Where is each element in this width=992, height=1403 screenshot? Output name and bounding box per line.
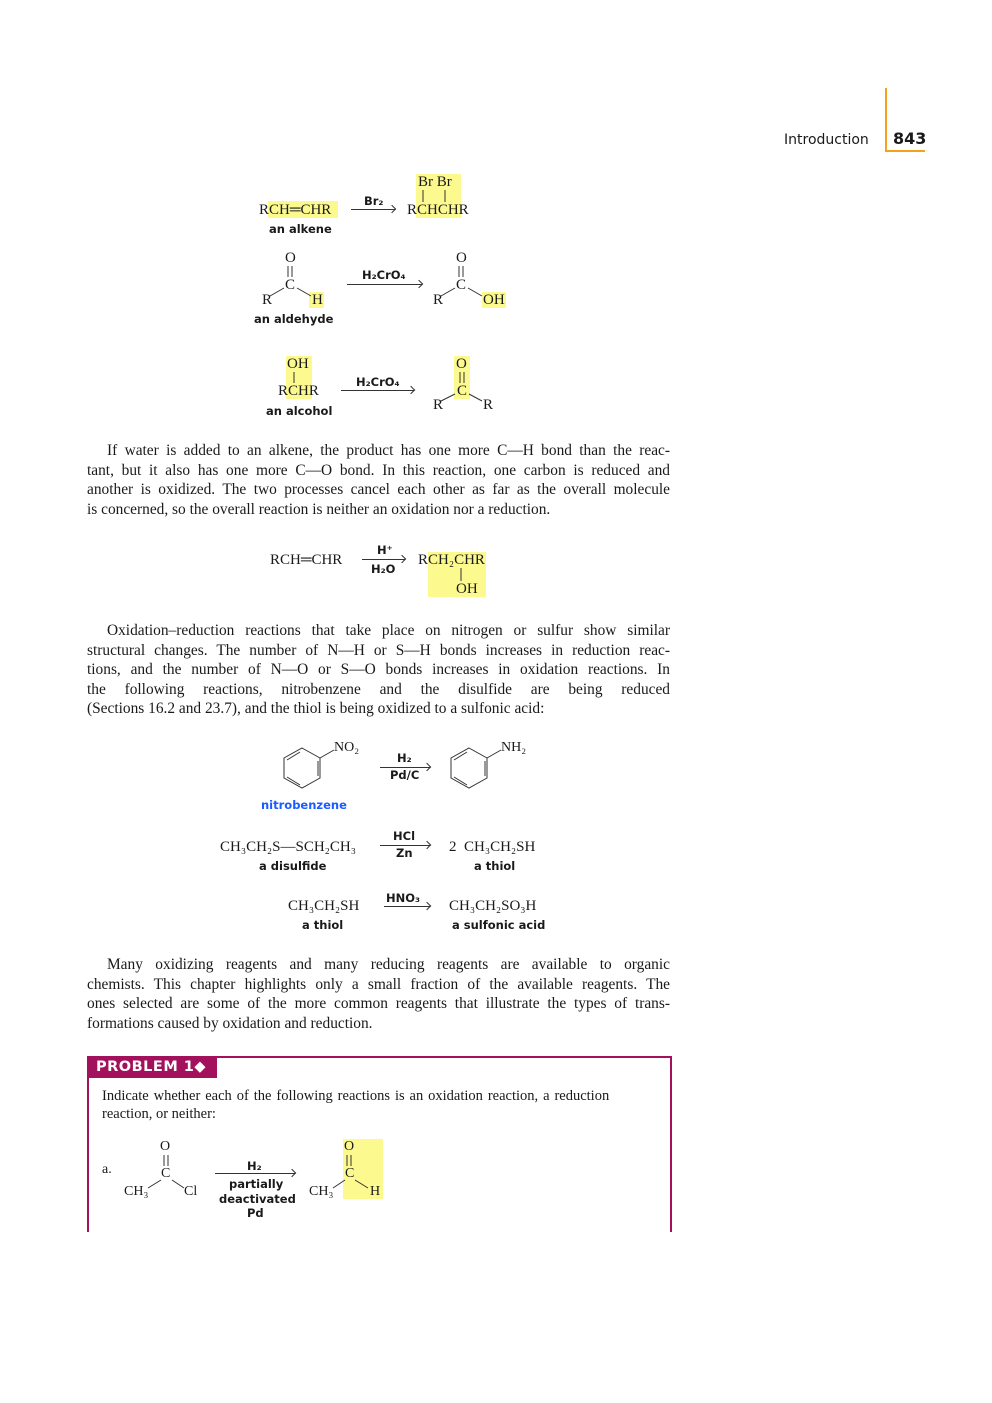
text-line: structural changes. The number of N—H or S—H bonds increases in reduction reac- <box>87 641 670 659</box>
atom-o: O <box>160 1139 171 1154</box>
paragraph-3 <box>87 955 670 1033</box>
group-oh: OH <box>483 292 505 308</box>
atom-r: R <box>262 292 273 308</box>
reactant-formula: RCHR <box>278 383 319 399</box>
atom-o: O <box>456 250 467 266</box>
reagent-bottom: H₂O <box>371 562 396 576</box>
nitrobenzene-label: nitrobenzene <box>261 798 347 812</box>
section-title: Introduction <box>784 132 869 148</box>
atom-o: O <box>285 250 296 266</box>
text-line: is concerned, so the overall reaction is neither an oxidation nor a reduction. <box>87 500 551 518</box>
atom-h: H <box>312 292 323 308</box>
reagent-top: H₂ <box>397 751 412 765</box>
text-line: tions, and the number of N—O or S—O bonds increases in oxidation reactions. In <box>87 661 670 678</box>
product-formula: RCH₂CHR <box>418 552 485 568</box>
reactant-label: an alkene <box>269 222 332 236</box>
reagent-line: Pd <box>247 1206 264 1220</box>
atom-c: C <box>285 277 296 293</box>
text-line: formations caused by oxidation and reduction. <box>87 1014 373 1032</box>
group-ch3: CH₃ <box>309 1184 334 1199</box>
product-substituents: Br Br <box>418 174 452 190</box>
problem-title: PROBLEM 1◆ <box>87 1056 217 1078</box>
atom-c: C <box>345 1166 355 1181</box>
reagent-line: partially <box>229 1177 284 1191</box>
text-line: chemists. This chapter highlights only a small fraction of the available reagents. The <box>87 975 670 993</box>
reactant-label: an aldehyde <box>254 312 334 326</box>
reactant-formula: CH₃CH₂S—SCH₂CH₃ <box>220 839 356 855</box>
text-line: If water is added to an alkene, the product has one more C—H bond than the reac- <box>107 442 670 459</box>
group-oh: OH <box>287 356 309 372</box>
atom-o: O <box>344 1139 355 1154</box>
text-line: tant, but it also has one more C—O bond. In this reaction, one carbon is reduced and <box>87 461 670 479</box>
reagent: H₂CrO₄ <box>362 268 406 282</box>
problem-prompt: Indicate whether each of the following reactions is an oxidation reaction, a reduction <box>102 1088 610 1104</box>
atom-c: C <box>161 1166 171 1181</box>
text-line: another is oxidized. The two processes cancel each other as far as the overall molecule <box>87 481 670 498</box>
product-formula: 2 CH₃CH₂SH <box>449 839 536 855</box>
nitro-group: NO₂ <box>334 740 360 755</box>
group-ch3: CH₃ <box>124 1184 149 1199</box>
reagent-bottom: Pd/C <box>390 768 420 782</box>
reagent-bottom: Zn <box>396 846 413 860</box>
reactant-label: a disulfide <box>259 859 327 873</box>
paragraph-2 <box>87 621 670 719</box>
reactant-label: an alcohol <box>266 404 333 418</box>
reagent-top: HCl <box>393 829 416 843</box>
problem-prompt: reaction, or neither: <box>102 1106 216 1122</box>
reactant-label: a thiol <box>302 918 344 932</box>
atom-r: R <box>433 397 444 413</box>
amino-group: NH₂ <box>501 740 527 755</box>
reaction-arrow <box>384 906 430 907</box>
atom-o: O <box>456 356 467 372</box>
product-formula: RCHCHR <box>407 202 469 218</box>
atom-c: C <box>457 383 468 399</box>
reagent: HNO₃ <box>386 891 421 905</box>
text-line: (Sections 16.2 and 23.7), and the thiol is being oxidized to a sulfonic acid: <box>87 700 545 717</box>
atom-c: C <box>456 277 467 293</box>
page-number: 843 <box>893 129 927 148</box>
text-line: Many oxidizing reagents and many reducing reagents are available to organic <box>107 956 670 973</box>
reaction-arrow <box>347 284 422 285</box>
reagent-top: H₂ <box>247 1159 262 1173</box>
reactant-formula: RCH═CHR <box>270 552 343 568</box>
text-line: Oxidation–reduction reactions that take place on nitrogen or sulfur show similar <box>107 622 670 639</box>
product-label: a thiol <box>474 859 516 873</box>
problem-box <box>87 1056 672 1232</box>
reagent: Br₂ <box>364 194 384 208</box>
reaction-arrow <box>215 1173 295 1174</box>
atom-r: R <box>433 292 444 308</box>
reactant-formula: CH₃CH₂SH <box>288 898 360 914</box>
product-formula: CH₃CH₂SO₃H <box>449 898 537 914</box>
atom-h: H <box>370 1184 381 1199</box>
reagent-line: deactivated <box>219 1192 296 1206</box>
product-oh: OH <box>456 581 478 597</box>
reagent: H₂CrO₄ <box>356 375 400 389</box>
text-line: the following reactions, nitrobenzene and the disulfide are being reduced <box>87 680 670 698</box>
reactant-formula: RCH═CHR <box>259 202 332 218</box>
reagent-top: H⁺ <box>377 543 393 557</box>
text-line: ones selected are some of the more common reagents that illustrate the types of trans- <box>87 995 670 1012</box>
reaction-arrow <box>362 559 405 560</box>
item-label: a. <box>102 1162 112 1177</box>
reaction-arrow <box>351 209 395 210</box>
product-label: a sulfonic acid <box>452 918 546 932</box>
atom-r: R <box>483 397 494 413</box>
atom-cl: Cl <box>184 1184 198 1199</box>
reaction-arrow <box>341 390 414 391</box>
paragraph-1 <box>87 441 670 519</box>
